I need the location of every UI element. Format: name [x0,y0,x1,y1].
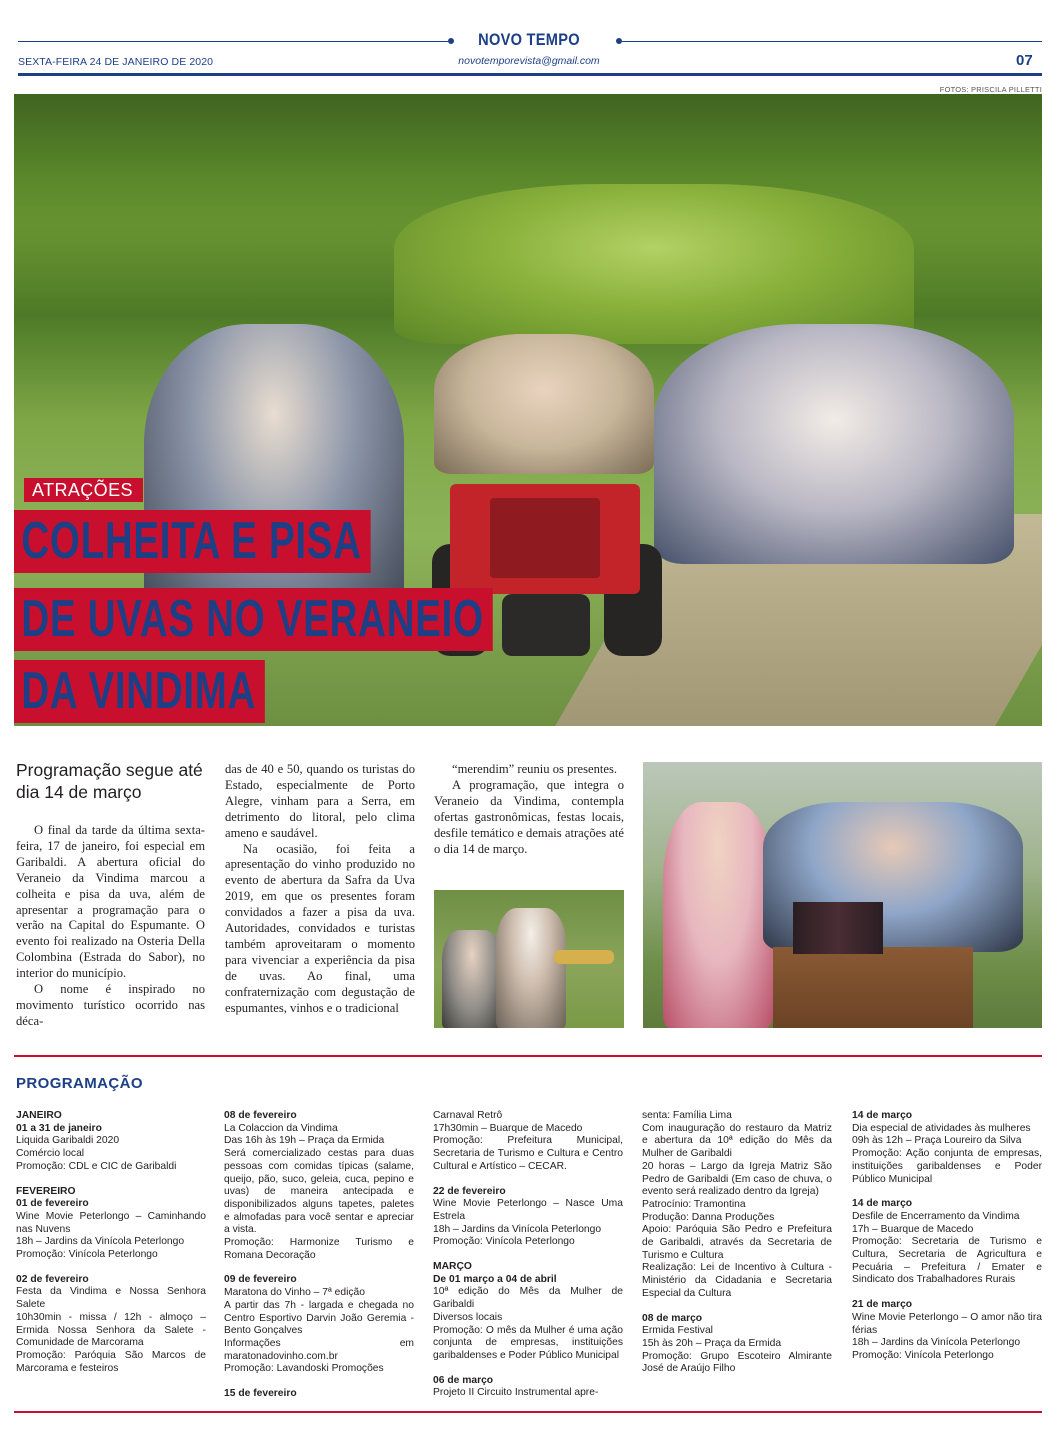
masthead-rule [18,73,1042,76]
event-item [16,1274,206,1376]
event-line: Wine Movie Peterlongo – Caminhando nas Nuvens [16,1210,206,1235]
photo-credit: FOTOS: PRISCILA PILLETTI [939,85,1042,94]
event-item [16,1186,206,1262]
trumpet-player [496,908,566,1028]
article-paragraph: “merendim” reuniu os presentes. [452,762,618,776]
event-line: Wine Movie Peterlongo – O amor não tira férias [852,1311,1042,1336]
trumpet [554,950,614,964]
event-line: Patrocínio: Tramontina [642,1198,746,1210]
event-line: 10h30min - missa / 12h - almoço – Ermida Nossa Senhora da Salete - Comunidade de Marcorama [16,1311,206,1349]
event-item [642,1313,832,1377]
event-line: 15h às 20h – Praça da Ermida [642,1337,782,1349]
event-date: 06 de março [433,1374,494,1386]
headline-line-3: DA VINDIMA [14,660,265,723]
event-line: Promoção: Paróquia São Marcos de Marcorama e festeiros [16,1349,206,1374]
event-month: MARÇO [433,1261,472,1273]
event-date: 15 de fevereiro [224,1388,297,1400]
event-date: 08 de março [642,1312,703,1324]
event-item [433,1375,623,1400]
crowd-center [434,334,654,474]
section-divider-top [14,1055,1042,1057]
event-line: Promoção: Harmonize Turismo e Romana Decoração [224,1237,414,1261]
programacao-column-5 [852,1110,1042,1375]
crowd-right [654,324,1014,564]
woman-in-dress [663,802,773,1028]
event-item [433,1110,623,1174]
event-line: 20 horas – Largo da Igreja Matriz São Pedro de Garibaldi (Em caso de chuva, o evento será realizado dentro da Igreja) [642,1160,832,1198]
musicians-photo [434,890,624,1028]
event-line: Liquida Garibaldi 2020 [16,1135,120,1147]
event-line: Dia especial de atividades às mulheres [852,1122,1031,1134]
event-date: 14 de março [852,1198,913,1210]
event-item [224,1110,414,1262]
event-link[interactable]: Informações em maratonadovinho.com.br [224,1337,414,1362]
event-line: Promoção: Lavandoski Promoções [224,1363,384,1375]
headline-line-1: COLHEITA E PISA [14,510,371,573]
event-line: 10ª edição do Mês da Mulher de Garibaldi [433,1286,623,1311]
newspaper-name: NOVO TEMPO [478,30,580,49]
event-line: 17h – Buarque de Macedo [852,1223,974,1235]
masthead-line-left [18,41,448,42]
programacao-column-4 [642,1110,832,1388]
article-paragraph: das de 40 e 50, quando os turistas do Estado, especialmente de Porto Alegre, vinham para a Serra, em detrimento do litoral, pelo clima ameno e saudável. [225,762,415,840]
wooden-table [773,947,973,1028]
event-date: 08 de fevereiro [224,1110,297,1121]
event-date: 14 de março [852,1110,913,1121]
event-line: Das 16h às 19h – Praça da Ermida [224,1135,385,1147]
article-column-1 [16,823,205,1030]
programacao-column-1 [16,1110,206,1387]
event-line: Promoção: Vinícola Peterlongo [852,1349,994,1361]
event-item [433,1186,623,1250]
wine-bottles [793,902,883,954]
article-column-3 [434,762,624,857]
event-line: 18h – Jardins da Vinícola Peterlongo [433,1223,602,1235]
event-item [224,1274,414,1376]
event-date: 21 de março [852,1299,913,1311]
event-line: Diversos locais [433,1311,503,1323]
hero-hedge [394,184,914,344]
event-line: Promoção: Prefeitura Municipal, Secretaria de Turismo e Cultura e Centro Cultural e Artístico – CECAR. [433,1135,623,1172]
toast-photo [643,762,1042,1028]
headline-line-2: DE UVAS NO VERANEIO [14,588,493,651]
event-line: Promoção: Vinícola Peterlongo [433,1236,575,1248]
event-date: 02 de fevereiro [16,1273,89,1285]
event-line: Ermida Festival [642,1325,713,1337]
event-line: Projeto II Circuito Instrumental apre- [433,1387,599,1399]
article-subhead: Programação segue até dia 14 de março [16,760,203,802]
event-line: Promoção: O mês da Mulher é uma ação conjunta de empresas, instituições garibaldenses e Poder Público Municipal [433,1324,623,1361]
event-date: 01 a 31 de janeiro [16,1122,102,1134]
event-line: Será comercializado cestas para duas pessoas com comidas típicas (salame, queijo, pão, suco, geleia, cuca, pepino e uvas) de maneira antecipada e disponibilizados alguns tapetes, paletes e almofadas para você sentar e apreciar a vista. [224,1148,414,1236]
section-kicker: ATRAÇÕES [24,478,143,502]
event-line: Realização: Lei de Incentivo à Cultura - Ministério da Cidadania e Secretaria Especial da Cultura [642,1262,832,1299]
event-item [852,1299,1042,1363]
masthead-line-right [622,41,1042,42]
event-line: Promoção: Ação conjunta de empresas, instituições garibaldenses e Poder Público Municipal [852,1148,1042,1185]
event-line: 18h – Jardins da Vinícola Peterlongo [16,1236,185,1248]
event-line: Desfile de Encerramento da Vindima [852,1210,1020,1222]
event-item [642,1110,832,1301]
event-item [224,1388,414,1401]
article-paragraph: A programação, que integra o Veraneio da Vindima, contempla ofertas gastronômicas, festas locais, desfile temático e demais atrações até o dia 14 de março. [434,777,624,856]
crowd-left [144,324,404,624]
article-paragraph: O final da tarde da última sexta-feira, 17 de janeiro, foi especial em Garibaldi. A abertura oficial do Veraneio da Vindima marcou a colheita e pisa da uva, além de apresentar a programação para o verão na Capital do Espumante. O evento foi realizado na Osteria Della Colombina (Estrada do Sabor), no interior do município. [16,823,205,981]
programacao-title: PROGRAMAÇÃO [16,1075,143,1092]
event-line: senta: Família Lima [642,1110,732,1121]
programacao-column-3 [433,1110,623,1412]
event-item [852,1198,1042,1287]
article-paragraph: O nome é inspirado no movimento turístico ocorrido nas déca- [16,982,205,1028]
event-line: Promoção: Vinícola Peterlongo [16,1249,158,1261]
accordion-player [442,930,502,1028]
event-date: 09 de fevereiro [224,1274,297,1286]
event-line: Produção: Danna Produções [642,1211,775,1223]
event-line: 09h às 12h – Praça Loureiro da Silva [852,1135,1022,1147]
page-number: 07 [1016,52,1033,69]
event-date: 01 de fevereiro [16,1198,89,1210]
event-item [852,1110,1042,1186]
tractor-front-wheel [502,594,590,656]
event-month: FEVEREIRO [16,1185,76,1197]
event-line: 18h – Jardins da Vinícola Peterlongo [852,1337,1021,1349]
issue-date: SEXTA-FEIRA 24 DE JANEIRO DE 2020 [18,56,214,68]
event-line: Com inauguração do restauro da Matriz e abertura da 10ª edição do Mês da Mulher de Garibaldi [642,1122,832,1160]
event-line: Promoção: Grupo Escoteiro Almirante José de Araújo Filho [642,1350,832,1375]
event-line: Comércio local [16,1148,85,1160]
event-line: Carnaval Retrô [433,1110,503,1121]
article-paragraph: Na ocasião, foi feita a apresentação do vinho produzido no evento de abertura da Safra da Uva 2019, em que os presentes foram convidados a fazer a pisa da uva. Autoridades, convidados e turistas também aproveitaram o momento para vivenciar a experiência da pisa de uvas. Ao final, uma confraternização com degustação de espumantes, vinhos e o tradicional [225,841,415,1015]
event-line: Wine Movie Peterlongo – Nasce Uma Estrela [433,1198,623,1222]
event-line: La Colaccion da Vindima [224,1122,338,1134]
event-date: De 01 março a 04 de abril [433,1273,557,1285]
tractor-grill [490,498,600,578]
event-line: Maratona do Vinho – 7ª edição [224,1287,366,1299]
event-line: A partir das 7h - largada e chegada no Centro Esportivo Darvin João Geremia - Bento Gonçalves [224,1299,414,1337]
event-item [433,1261,623,1363]
event-line: Promoção: Secretaria de Turismo e Cultura, Secretaria de Agricultura e Pecuária – Prefeitura / Emater e Sindicato dos Trabalhadores Rurais [852,1236,1042,1286]
programacao-column-2 [224,1110,414,1413]
event-month: JANEIRO [16,1110,62,1121]
article-column-2 [225,762,415,1017]
event-line: Promoção: CDL e CIC de Garibaldi [16,1160,177,1172]
event-line: Apoio: Paróquia São Pedro e Prefeitura de Garibaldi, através da Secretaria de Turismo e Cultura [642,1224,832,1261]
event-line: 17h30min – Buarque de Macedo [433,1122,583,1134]
newspaper-email[interactable]: novotemporevista@gmail.com [458,55,600,67]
event-date: 22 de fevereiro [433,1185,506,1197]
event-line: Festa da Vindima e Nossa Senhora Salete [16,1286,206,1311]
event-item [16,1110,206,1174]
